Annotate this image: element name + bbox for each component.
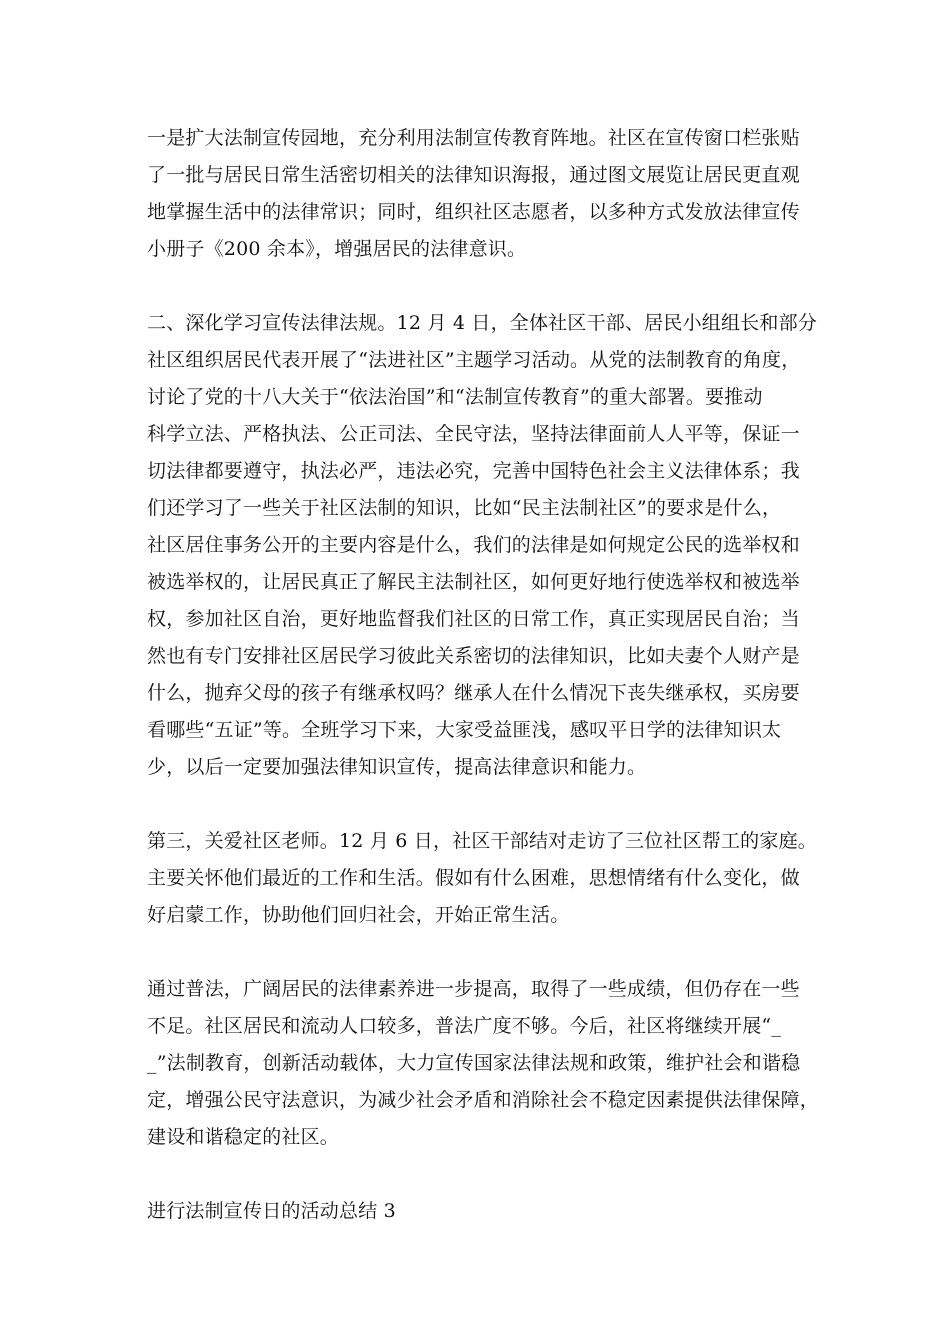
text-line: 二、深化学习宣传法律法规。12 月 4 日，全体社区干部、居民小组组长和部分 (147, 312, 817, 334)
text-line: 通过普法，广阔居民的法律素养进一步提高，取得了一些成绩，但仍存在一些 (147, 978, 800, 1000)
text-line: 社区居住事务公开的主要内容是什么，我们的法律是如何规定公民的选举权和 (147, 534, 800, 556)
text-line: 好启蒙工作，协助他们回归社会，开始正常生活。 (147, 904, 570, 926)
text-line: 不足。社区居民和流动人口较多，普法广度不够。今后，社区将继续开展“_ (147, 1015, 782, 1037)
text-line: 讨论了党的十八大关于“依法治国”和“法制宣传教育”的重大部署。要推动 (147, 386, 763, 408)
text-line: 一是扩大法制宣传园地，充分利用法制宣传教育阵地。社区在宣传窗口栏张贴 (147, 127, 800, 149)
text-line: 科学立法、严格执法、公正司法、全民守法，坚持法律面前人人平等，保证一 (147, 423, 800, 445)
text-line: 然也有专门安排社区居民学习彼此关系密切的法律知识，比如夫妻个人财产是 (147, 645, 800, 667)
paragraph-promotion-area (147, 120, 810, 268)
paragraph-conclusion (147, 971, 820, 1156)
text-line: 定，增强公民守法意识，为减少社会矛盾和消除社会不稳定因素提供法律保障， (147, 1089, 820, 1111)
text-line: _”法制教育，创新活动载体，大力宣传国家法律法规和政策，维护社会和谐稳 (147, 1052, 801, 1074)
paragraph-care-community (147, 823, 817, 934)
section-title: 进行法制宣传日的活动总结 3 (147, 1200, 396, 1222)
section-heading (147, 1193, 810, 1230)
text-line: 第三，关爱社区老师。12 月 6 日，社区干部结对走访了三位社区帮工的家庭。 (147, 830, 817, 852)
text-line: 看哪些“五证”等。全班学习下来，大家受益匪浅，感叹平日学的法律知识太 (147, 719, 782, 741)
text-line: 们还学习了一些关于社区法制的知识，比如“民主法制社区”的要求是什么， (147, 497, 782, 519)
text-line: 权，参加社区自治，更好地监督我们社区的日常工作，真正实现居民自治；当 (147, 608, 800, 630)
text-line: 社区组织居民代表开展了“法进社区”主题学习活动。从党的法制教育的角度， (147, 349, 801, 371)
text-line: 被选举权的，让居民真正了解民主法制社区，如何更好地行使选举权和被选举 (147, 571, 800, 593)
text-line: 了一批与居民日常生活密切相关的法律知识海报，通过图文展览让居民更直观 (147, 164, 800, 186)
text-line: 少，以后一定要加强法律知识宣传，提高法律意识和能力。 (147, 756, 647, 778)
document-page (147, 120, 820, 1230)
text-line: 小册子《200 余本》，增强居民的法律意识。 (147, 238, 527, 260)
text-line: 建设和谐稳定的社区。 (147, 1126, 340, 1148)
text-line: 主要关怀他们最近的工作和生活。假如有什么困难，思想情绪有什么变化，做 (147, 867, 800, 889)
text-line: 什么，抛弃父母的孩子有继承权吗？继承人在什么情况下丧失继承权，买房要 (147, 682, 800, 704)
text-line: 切法律都要遵守，执法必严，违法必究，完善中国特色社会主义法律体系；我 (147, 460, 800, 482)
paragraph-study-laws (147, 305, 817, 786)
text-line: 地掌握生活中的法律常识；同时，组织社区志愿者，以多种方式发放法律宣传 (147, 201, 800, 223)
